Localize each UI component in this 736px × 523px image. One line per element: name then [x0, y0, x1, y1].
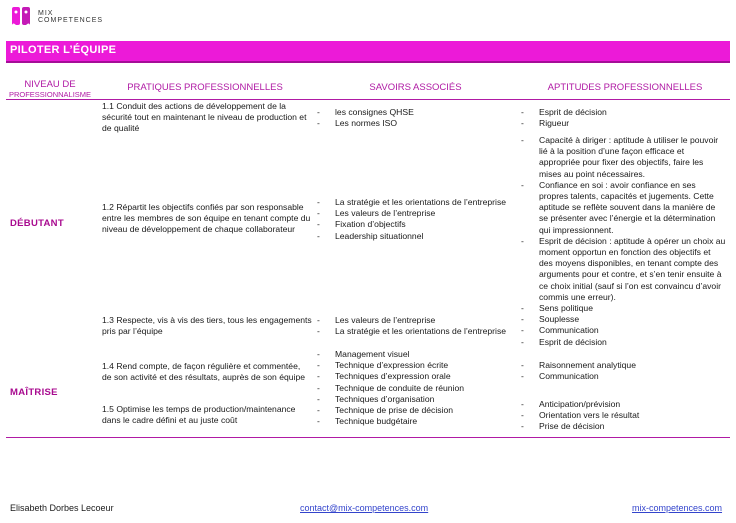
- aptitudes-list-2: [521, 135, 726, 303]
- aptitude-item: - Esprit de décision: [521, 337, 726, 348]
- practice-1-3: 1.3 Respecte, vis à vis des tiers, tous les engagements pris par l’équipe: [102, 315, 312, 337]
- logo-mark-icon: [10, 4, 36, 30]
- aptitude-item: - Communication: [521, 325, 726, 336]
- practice-1-4: 1.4 Rend compte, de façon régulière et commentée, de son activité et des résultats, auprès de son équipe: [102, 361, 306, 383]
- header-divider: [6, 99, 730, 100]
- knowledge-item: - La stratégie et les orientations de l’entreprise: [317, 197, 517, 208]
- aptitude-item: - Confiance en soi : avoir confiance en ses propres talents, capacités et jugements. Cette aptitude se reflète souvent dans la manière de se présenter avec l’énergie et la détermination qui impressionnent.: [521, 180, 726, 236]
- knowledge-item: - Techniques d’expression orale: [317, 371, 517, 382]
- knowledge-item: - Technique budgétaire: [317, 416, 517, 427]
- aptitudes-list-1: [521, 107, 726, 129]
- knowledge-item: - Les valeurs de l’entreprise: [317, 315, 517, 326]
- section-banner: [6, 41, 730, 63]
- header-level-sublabel: PROFESSIONNALISME: [8, 90, 92, 99]
- banner-title: PILOTER L’ÉQUIPE: [10, 44, 117, 56]
- knowledge-item: - Technique de conduite de réunion: [317, 383, 517, 394]
- knowledge-item: - Techniques d’organisation: [317, 394, 517, 405]
- practice-1-1: 1.1 Conduit des actions de développement de la sécurité tout en maintenant le niveau de production et de qualité: [102, 101, 307, 134]
- knowledge-list-2: [317, 197, 517, 242]
- aptitude-item: - Esprit de décision: [521, 107, 726, 118]
- knowledge-item: - Leadership situationnel: [317, 231, 517, 242]
- aptitudes-list-5: [521, 399, 726, 433]
- knowledge-item: - Les normes ISO: [317, 118, 517, 129]
- header-level-label: NIVEAU DE: [24, 79, 76, 90]
- knowledge-list-3: [317, 315, 517, 337]
- level-debutant: DÉBUTANT: [10, 218, 64, 229]
- knowledge-item: - La stratégie et les orientations de l’entreprise: [317, 326, 517, 337]
- logo-text: [38, 10, 103, 24]
- header-aptitudes: APTITUDES PROFESSIONNELLES: [547, 82, 703, 93]
- aptitudes-list-3: [521, 303, 726, 348]
- level-maitrise: MAÎTRISE: [10, 387, 58, 398]
- knowledge-item: - Technique d’expression écrite: [317, 360, 517, 371]
- aptitude-item: - Anticipation/prévision: [521, 399, 726, 410]
- aptitude-item: - Esprit de décision : aptitude à opérer un choix au moment opportun en fonction des objectifs et des moyens disponibles, en tenant compte des arguments pour et contre, et s’en tenir ensuite à ce choix initial (sauf si l’on est convaincu d’avoir commis une erreur).: [521, 236, 726, 303]
- aptitude-item: - Sens politique: [521, 303, 726, 314]
- knowledge-list-4: [317, 349, 517, 427]
- practice-1-2: 1.2 Répartit les objectifs confiés par son responsable entre les membres de son équipe en tenant compte du niveau de développement de chaque collaborateur: [102, 202, 311, 235]
- practice-1-5: 1.5 Optimise les temps de production/maintenance dans le cadre défini et au juste coût: [102, 404, 296, 426]
- aptitudes-list-4: [521, 360, 726, 382]
- aptitude-item: - Souplesse: [521, 314, 726, 325]
- table-bottom-divider: [6, 437, 730, 438]
- aptitude-item: - Orientation vers le résultat: [521, 410, 726, 421]
- aptitude-item: - Capacité à diriger : aptitude à utiliser le pouvoir lié à la position d’une façon efficace et appropriée pour fixer des objectifs, faire les mises au point nécessaires.: [521, 135, 726, 180]
- aptitude-item: - Raisonnement analytique: [521, 360, 726, 371]
- logo: [10, 4, 130, 30]
- aptitude-item: - Prise de décision: [521, 421, 726, 432]
- knowledge-list-1: [317, 107, 517, 129]
- knowledge-item: - Management visuel: [317, 349, 517, 360]
- footer-author: Elisabeth Dorbes Lecoeur: [10, 503, 114, 513]
- footer-website-link[interactable]: mix-competences.com: [632, 503, 723, 513]
- header-level: [8, 79, 92, 99]
- knowledge-item: - Les valeurs de l’entreprise: [317, 208, 517, 219]
- logo-line1: MIX: [38, 10, 54, 17]
- knowledge-item: - les consignes QHSE: [317, 107, 517, 118]
- knowledge-item: - Technique de prise de décision: [317, 405, 517, 416]
- aptitude-item: - Rigueur: [521, 118, 726, 129]
- aptitude-item: - Communication: [521, 371, 726, 382]
- logo-line2: COMPETENCES: [38, 17, 104, 24]
- header-practices: PRATIQUES PROFESSIONNELLES: [127, 82, 283, 93]
- knowledge-item: - Fixation d’objectifs: [317, 219, 517, 230]
- footer-email-link[interactable]: contact@mix-competences.com: [300, 503, 429, 513]
- header-knowledge: SAVOIRS ASSOCIÉS: [369, 82, 462, 93]
